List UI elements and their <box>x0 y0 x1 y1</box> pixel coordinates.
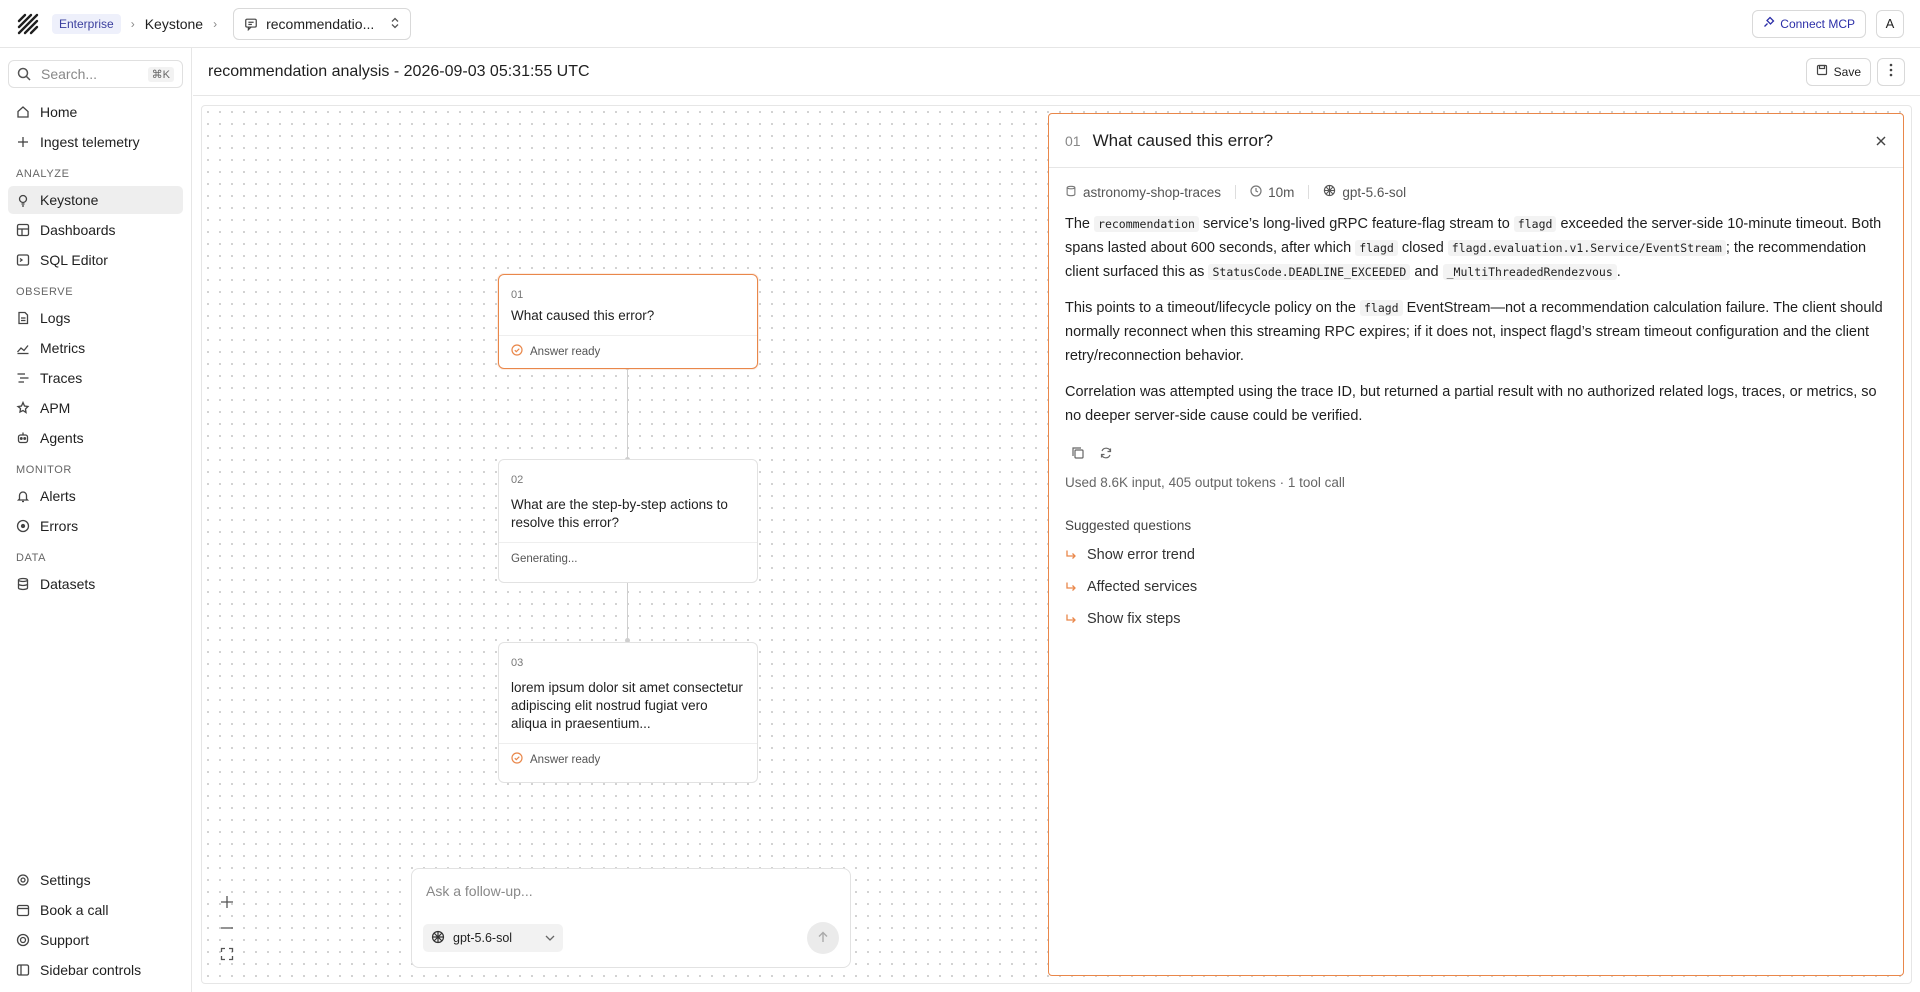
answer-title: What caused this error? <box>1092 130 1274 150</box>
sidebar-item-label: APM <box>40 400 71 416</box>
node-status-text: Generating... <box>511 552 578 565</box>
suggested-questions-heading: Suggested questions <box>1065 518 1192 533</box>
sidebar-item-label: Support <box>40 932 90 948</box>
save-label: Save <box>1833 64 1861 79</box>
connect-mcp-button[interactable] <box>1752 10 1866 38</box>
sidebar-item-ingest[interactable] <box>8 128 183 156</box>
sidebar-item-label: Sidebar controls <box>40 962 142 978</box>
suggested-question-label: Show error trend <box>1087 547 1195 563</box>
sidebar-item-sidebar-controls[interactable] <box>8 956 183 984</box>
top-bar <box>0 0 1920 48</box>
sidebar-item-support[interactable] <box>8 926 183 954</box>
more-options-button[interactable] <box>1877 58 1905 86</box>
answer-panel <box>1048 113 1904 976</box>
calendar-icon <box>16 903 30 917</box>
traces-icon <box>16 371 30 385</box>
question-node-2[interactable] <box>498 459 758 583</box>
metrics-icon <box>16 341 30 355</box>
dashboard-icon <box>16 223 30 237</box>
node-status-text: Answer ready <box>530 345 601 358</box>
model-selector[interactable] <box>423 924 563 952</box>
answer-actions <box>1065 446 1887 463</box>
corner-arrow-icon <box>1065 613 1077 625</box>
suggested-question[interactable] <box>1065 571 1887 603</box>
database-icon <box>16 577 30 591</box>
sidebar-item-label: Keystone <box>40 192 99 208</box>
logo-icon[interactable] <box>16 12 40 36</box>
chat-icon <box>244 17 258 31</box>
chevron-down-icon <box>545 935 555 941</box>
token-usage: Used 8.6K input, 405 output tokens · 1 tool call <box>1065 475 1345 490</box>
fit-view-button[interactable] <box>212 943 242 965</box>
support-icon <box>16 933 30 947</box>
zoom-out-button[interactable] <box>212 917 242 939</box>
logs-icon <box>16 311 30 325</box>
chevron-right-icon: › <box>213 16 218 31</box>
answer-paragraph-2: This points to a timeout/lifecycle policy on the flagd EventStream—not a recommendation calculation failure. The client should normally reconnect when this streaming RPC expires; if it does not, inspect flagd’s stream timeout configuration and the client retry/reconnection behavior. <box>1065 300 1883 364</box>
node-question: lorem ipsum dolor sit amet consectetur adipiscing elit nostrud fugiat vero aliqua in praesentium... <box>511 680 743 731</box>
sidebar-item-datasets[interactable] <box>8 570 183 598</box>
agents-icon <box>16 431 30 445</box>
section-analyze: ANALYZE <box>16 168 70 180</box>
node-number: 02 <box>511 474 524 486</box>
model-name: gpt-5.6-sol <box>453 931 513 945</box>
node-status <box>499 743 757 775</box>
sidebar-icon <box>16 963 30 977</box>
zoom-in-button[interactable] <box>212 891 242 913</box>
plan-badge: Enterprise <box>52 14 121 34</box>
sidebar <box>0 48 192 992</box>
sidebar-item-label: Agents <box>40 430 84 446</box>
sql-icon <box>16 253 30 267</box>
sidebar-item-label: Dashboards <box>40 222 116 238</box>
save-button[interactable] <box>1806 58 1871 86</box>
connect-mcp-label: Connect MCP <box>1780 16 1855 31</box>
section-monitor: MONITOR <box>16 464 72 476</box>
suggested-question-label: Show fix steps <box>1087 611 1181 627</box>
gear-icon <box>16 873 30 887</box>
sidebar-item-label: Book a call <box>40 902 109 918</box>
close-icon[interactable] <box>1875 135 1887 147</box>
sidebar-item-label: Home <box>40 104 78 120</box>
sidebar-item-keystone[interactable] <box>8 186 183 214</box>
chevron-right-icon: › <box>130 16 135 31</box>
node-status <box>499 335 757 367</box>
analysis-selector[interactable] <box>233 8 411 40</box>
avatar[interactable]: A <box>1876 10 1904 38</box>
copy-icon[interactable] <box>1071 446 1085 463</box>
sidebar-item-book-call[interactable] <box>8 896 183 924</box>
sidebar-item-sql-editor[interactable] <box>8 246 183 274</box>
sidebar-item-label: Logs <box>40 310 71 326</box>
sidebar-item-label: Metrics <box>40 340 86 356</box>
question-node-3[interactable] <box>498 642 758 783</box>
connector-line <box>627 368 628 460</box>
search-shortcut: ⌘K <box>148 67 174 82</box>
sidebar-item-alerts[interactable] <box>8 482 183 510</box>
arrow-up-icon <box>817 930 829 946</box>
database-icon <box>1065 185 1077 200</box>
answer-panel-header <box>1049 114 1903 168</box>
clock-icon <box>1250 185 1262 200</box>
node-number: 01 <box>511 289 524 301</box>
sidebar-item-label: Errors <box>40 518 79 534</box>
answer-paragraph-3: Correlation was attempted using the trace ID, but returned a partial result with no authorized related logs, traces, or metrics, so no deeper server-side cause could be verified. <box>1065 384 1877 424</box>
sidebar-item-traces[interactable] <box>8 364 183 392</box>
suggested-question[interactable] <box>1065 603 1887 635</box>
sidebar-item-dashboards[interactable] <box>8 216 183 244</box>
search-icon <box>17 67 31 81</box>
sidebar-item-label: SQL Editor <box>40 252 108 268</box>
node-status-text: Answer ready <box>530 753 601 766</box>
sidebar-item-label: Traces <box>40 370 83 386</box>
page-header <box>193 48 1920 96</box>
sidebar-item-label: Ingest telemetry <box>40 134 140 150</box>
sidebar-item-apm[interactable] <box>8 394 183 422</box>
analysis-selector-label: recommendatio... <box>266 15 375 32</box>
bell-icon <box>16 489 30 503</box>
apm-icon <box>16 401 30 415</box>
model-icon <box>431 930 445 947</box>
corner-arrow-icon <box>1065 549 1077 561</box>
more-vertical-icon <box>1889 63 1893 80</box>
error-icon <box>16 519 30 533</box>
meta-dataset[interactable]: astronomy-shop-traces <box>1083 184 1222 200</box>
sidebar-item-settings[interactable] <box>8 866 183 894</box>
sidebar-item-label: Settings <box>40 872 91 888</box>
regenerate-icon[interactable] <box>1099 446 1113 463</box>
send-button[interactable] <box>807 922 839 954</box>
page-title[interactable]: recommendation analysis - 2026-09-03 05:31:55 UTC <box>208 62 590 80</box>
sidebar-item-label: Datasets <box>40 576 96 592</box>
corner-arrow-icon <box>1065 581 1077 593</box>
node-question: What are the step-by-step actions to resolve this error? <box>511 497 728 530</box>
plug-icon <box>1763 16 1775 31</box>
chevron-updown-icon <box>390 16 400 32</box>
plus-icon <box>16 136 30 148</box>
follow-up-composer <box>411 868 851 968</box>
follow-up-input[interactable]: Ask a follow-up... <box>426 883 533 899</box>
sidebar-item-agents[interactable] <box>8 424 183 452</box>
question-node-1[interactable] <box>498 274 758 369</box>
sidebar-item-label: Alerts <box>40 488 76 504</box>
node-number: 03 <box>511 657 524 669</box>
sidebar-item-metrics[interactable] <box>8 334 183 362</box>
zoom-controls <box>212 891 242 965</box>
search-placeholder: Search... <box>41 66 98 82</box>
connector-line <box>627 581 628 641</box>
answer-meta <box>1065 184 1887 200</box>
answer-paragraph-1: The recommendation service’s long-lived gRPC feature-flag stream to flagd exceeded the server-side 10-minute timeout. Both spans lasted about 600 seconds, after which flagd closed flagd.evaluation.v1.Service/EventStream ; the recommendation client surfaced this as StatusCode.DEADLINE_EXCEEDED and _MultiThreadedRendezvous . <box>1065 216 1882 280</box>
sidebar-item-logs[interactable] <box>8 304 183 332</box>
search-input[interactable] <box>8 60 183 88</box>
section-data: DATA <box>16 552 47 564</box>
suggested-question-label: Affected services <box>1087 579 1198 595</box>
model-icon <box>1323 184 1336 200</box>
meta-model: gpt-5.6-sol <box>1342 184 1407 200</box>
meta-duration: 10m <box>1268 184 1295 200</box>
section-observe: OBSERVE <box>16 286 74 298</box>
home-icon <box>16 105 30 119</box>
answer-number: 01 <box>1065 132 1081 149</box>
check-circle-icon <box>511 752 523 767</box>
node-question: What caused this error? <box>511 308 655 323</box>
node-status <box>499 542 757 574</box>
save-icon <box>1816 64 1828 79</box>
breadcrumb-keystone[interactable]: Keystone <box>144 15 204 32</box>
suggested-question[interactable] <box>1065 539 1887 571</box>
bulb-icon <box>16 193 30 207</box>
sidebar-item-home[interactable] <box>8 98 183 126</box>
check-circle-icon <box>511 344 523 359</box>
sidebar-item-errors[interactable] <box>8 512 183 540</box>
